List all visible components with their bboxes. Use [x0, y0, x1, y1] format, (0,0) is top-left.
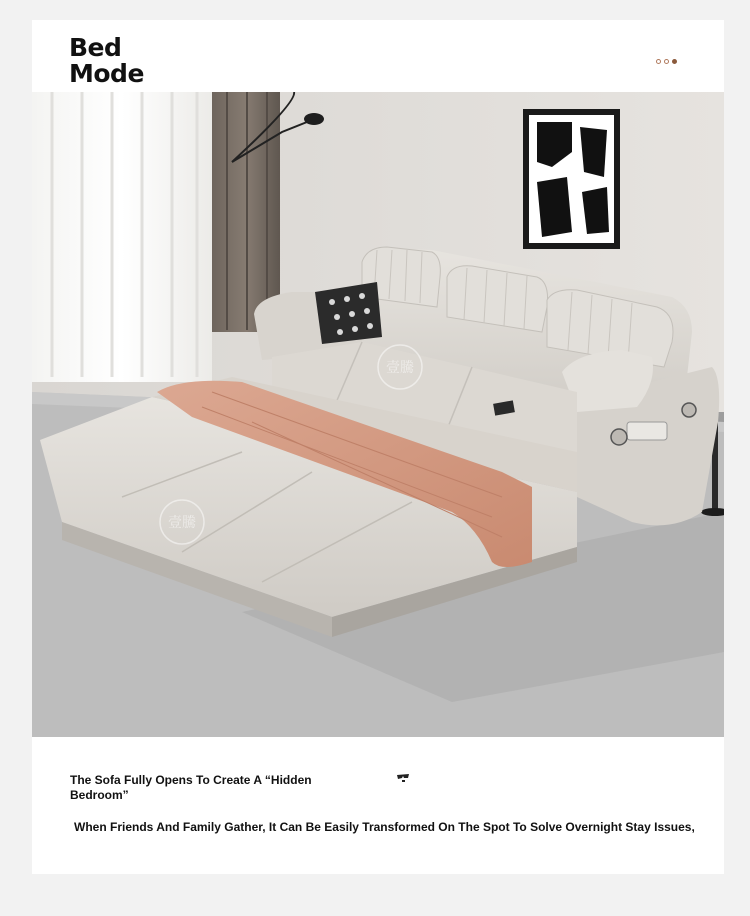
page-title	[69, 35, 144, 87]
page-dot-1[interactable]	[656, 59, 661, 64]
page-dot-3-active[interactable]	[672, 59, 677, 64]
page-dot-2[interactable]	[664, 59, 669, 64]
product-card	[32, 20, 724, 874]
title-line-1: Bed	[69, 33, 122, 62]
caption-headline: The Sofa Fully Opens To Create A “Hidden Bedroom”	[70, 773, 312, 802]
product-photo	[32, 92, 724, 737]
page-indicator[interactable]	[656, 59, 677, 64]
title-line-2: Mode	[69, 59, 144, 88]
watermark-text-2: 壹騰	[168, 515, 196, 531]
glasses-icon	[396, 772, 410, 784]
watermark-text: 壹騰	[386, 360, 414, 376]
caption-body: When Friends And Family Gather, It Can Be Easily Transformed On The Spot To Solve Overnight Stay Issues,	[74, 820, 695, 834]
